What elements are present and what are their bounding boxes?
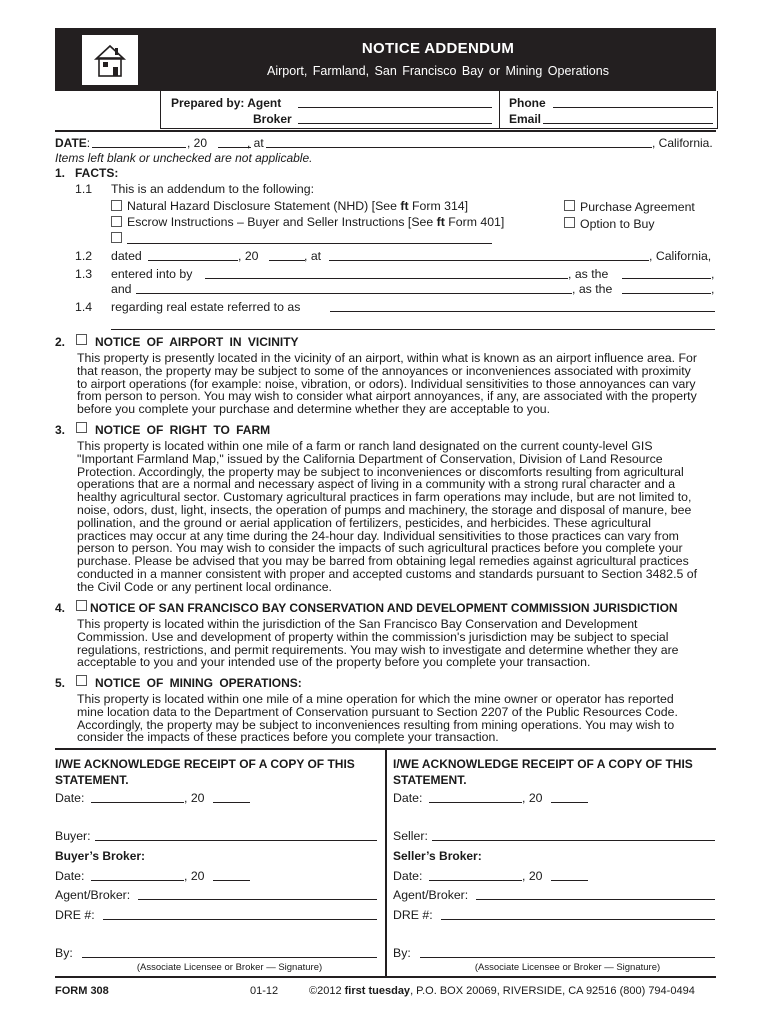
- header-rule: [55, 130, 716, 132]
- facts-heading: FACTS:: [75, 166, 119, 180]
- email-field[interactable]: [543, 123, 713, 124]
- footer-rule: [55, 976, 716, 978]
- ack-seller-label: Seller:: [393, 829, 428, 843]
- s5-checkbox[interactable]: [76, 675, 87, 686]
- s3-checkbox[interactable]: [76, 422, 87, 433]
- s12-num: 1.2: [75, 249, 93, 263]
- email-label: Email: [509, 112, 542, 126]
- s13-role2-field[interactable]: [622, 293, 711, 294]
- escrow-checkbox[interactable]: [111, 216, 122, 227]
- footer-copyright: ©2012 first tuesday, P.O. BOX 20069, RIVERSIDE, CA 92516 (800) 794-0494: [309, 985, 695, 997]
- s13-comma-2: ,: [711, 282, 715, 296]
- ack-right-dre-label: DRE #:: [393, 908, 433, 922]
- s13-party2-field[interactable]: [136, 293, 572, 294]
- facts-num: 1.: [55, 166, 66, 180]
- date-year-label: , 20: [187, 136, 208, 150]
- s12-at: , at: [304, 249, 322, 263]
- ack-seller-broker-heading: Seller’s Broker:: [393, 849, 482, 863]
- date-line-label: DATE:: [55, 136, 91, 150]
- s13-role1-field[interactable]: [622, 278, 711, 279]
- s3-body: This property is located within one mile of a farm or ranch land designated on the current county-level GIS "Important Farmland Map," issued by the California Department of Conservation, Division of Land Resource Protection. Accordingly, the property may be subject to inconveniences or discomforts resulting from agricultural operations that are a normal and necessary aspect of living in a community with a strong rural character and a healthy agricultural sector. Customary agricultural practices in farm operations may include, but are not limited to, noise, odors, dust, light, insects, the operation of pumps and machinery, the storage and disposal of manure, bee pollination, and the ground or aerial application of fertilizers, pesticides, and herbicides. These agricultural practices may occur at any time during the 24-hour day. Individual sensitivities to those practices can vary from person to person. You may wish to consider the impacts of such agricultural practices before you complete your purchase. Please be advised that you may be barred from obtaining legal remedies against agricultural practices conducted in a manner consistent with proper and accepted customs and standards pursuant to Section 3482.5 of the Civil Code or any pertinent local ordinance.: [77, 439, 698, 594]
- s13-party1-field[interactable]: [205, 278, 568, 279]
- ack-right-sig-caption: (Associate Licensee or Broker — Signature): [474, 962, 661, 973]
- ack-left-sig-caption: (Associate Licensee or Broker — Signature): [136, 962, 323, 973]
- s3-heading: NOTICE OF RIGHT TO FARM: [95, 423, 271, 437]
- ack-right-by-label: By:: [393, 946, 411, 960]
- date-state-label: , California.: [652, 136, 713, 150]
- ack-right-year2-field[interactable]: [551, 880, 588, 881]
- ack-seller-field[interactable]: [432, 840, 715, 841]
- s4-heading: NOTICE OF SAN FRANCISCO BAY CONSERVATION AND DEVELOPMENT COMMISSION JURISDICTION: [90, 601, 678, 615]
- date-field[interactable]: [92, 147, 186, 148]
- s12-year-field[interactable]: [269, 260, 305, 261]
- ack-right-20b: , 20: [522, 869, 543, 883]
- option-label: Option to Buy: [580, 217, 655, 231]
- s12-state: , California,: [649, 249, 712, 263]
- page-title: NOTICE ADDENDUM: [361, 40, 515, 57]
- ack-left-heading-1: I/WE ACKNOWLEDGE RECEIPT OF A COPY OF THIS: [55, 757, 355, 771]
- other-checkbox[interactable]: [111, 232, 122, 243]
- blank-note: Items left blank or unchecked are not applicable.: [55, 151, 313, 165]
- purchase-checkbox[interactable]: [564, 200, 575, 211]
- s14-text: regarding real estate referred to as: [111, 300, 301, 314]
- ack-left-date-field[interactable]: [91, 802, 184, 803]
- nhd-checkbox[interactable]: [111, 200, 122, 211]
- ack-buyer-field[interactable]: [95, 840, 377, 841]
- nhd-label: Natural Hazard Disclosure Statement (NHD) [See ft Form 314]: [127, 199, 469, 213]
- s13-as-the-1: , as the: [568, 267, 609, 281]
- s5-body: This property is located within one mile of a mine operation for which the mine owner or operator has reported mine location data to the Department of Conservation pursuant to Section 2207 of the Public Resources Code. Accordingly, the property may be subject to inconveniences resulting from mining operations. You may wish to consider the impacts of these practices before you complete your transaction.: [77, 692, 678, 745]
- s4-body: This property is located within the jurisdiction of the San Francisco Bay Conservation and Development Commission. Use and development of property within the commission's jurisdiction may be subject to special regulations, restrictions, and permit requirements. You may wish to investigate and determine whether they are acceptable to you and your intended use of the property before you complete your transaction.: [77, 617, 679, 670]
- ack-buyer-broker-heading: Buyer’s Broker:: [55, 849, 146, 863]
- phone-field[interactable]: [553, 107, 713, 108]
- ack-left-year2-field[interactable]: [213, 880, 250, 881]
- ack-left-date2-field[interactable]: [91, 880, 184, 881]
- ack-left-20: , 20: [184, 791, 205, 805]
- ack-left-heading-2: STATEMENT.: [55, 773, 129, 787]
- ack-left-20b: , 20: [184, 869, 205, 883]
- s12-date-field[interactable]: [148, 260, 238, 261]
- ack-right-agent-field[interactable]: [476, 899, 715, 900]
- ack-left-year-field[interactable]: [213, 802, 250, 803]
- ack-left-agent-label: Agent/Broker:: [55, 888, 131, 902]
- s4-num: 4.: [55, 601, 66, 615]
- purchase-label: Purchase Agreement: [580, 200, 695, 214]
- header-bar: [55, 28, 716, 91]
- form-number: FORM 308: [55, 985, 109, 997]
- ack-right-year-field[interactable]: [551, 802, 588, 803]
- agent-field[interactable]: [298, 107, 492, 108]
- prepared-broker-label: Broker: [253, 112, 292, 126]
- ack-buyer-label: Buyer:: [55, 829, 91, 843]
- s3-num: 3.: [55, 423, 66, 437]
- escrow-label: Escrow Instructions – Buyer and Seller Instructions [See ft Form 401]: [127, 215, 505, 229]
- ack-left-by-label: By:: [55, 946, 73, 960]
- s12-dated: dated: [111, 249, 142, 263]
- s2-heading: NOTICE OF AIRPORT IN VICINITY: [95, 335, 299, 349]
- s2-body: This property is presently located in the vicinity of an airport, within what is known as an airport influence area. For that reason, the property may be subject to some of the annoyances or inconveniences associated with proximity to airport operations (for example: noise, vibration, or odors). Individual sensitivities to those annoyances can vary from person to person. You may wish to consider what airport annoyances, if any, are associated with the property before you complete your purchase and determine whether they are acceptable to you.: [77, 351, 697, 417]
- s14-num: 1.4: [75, 300, 93, 314]
- ack-left-dre-field[interactable]: [103, 919, 377, 920]
- ack-right-20: , 20: [522, 791, 543, 805]
- ack-right-agent-label: Agent/Broker:: [393, 888, 469, 902]
- ack-right-date2-field[interactable]: [429, 880, 522, 881]
- page-subtitle: Airport, Farmland, San Francisco Bay or Mining Operations: [267, 64, 609, 78]
- s12-20: , 20: [238, 249, 259, 263]
- s2-num: 2.: [55, 335, 66, 349]
- s13-as-the-2: , as the: [572, 282, 613, 296]
- s2-checkbox[interactable]: [76, 334, 87, 345]
- ack-right-date-label: Date:: [393, 791, 423, 805]
- date-at-label: , at: [247, 136, 264, 150]
- ack-right-date2-label: Date:: [393, 869, 423, 883]
- ack-left-dre-label: DRE #:: [55, 908, 95, 922]
- s5-heading: NOTICE OF MINING OPERATIONS:: [95, 676, 302, 690]
- ack-left-date-label: Date:: [55, 791, 85, 805]
- ack-right-heading-2: STATEMENT.: [393, 773, 467, 787]
- ack-right-dre-field[interactable]: [441, 919, 715, 920]
- s5-num: 5.: [55, 676, 66, 690]
- s13-num: 1.3: [75, 267, 93, 281]
- option-checkbox[interactable]: [564, 217, 575, 228]
- date-place-field[interactable]: [266, 147, 652, 148]
- ack-left-signature-field[interactable]: [82, 957, 377, 958]
- other-field[interactable]: [127, 243, 492, 244]
- ack-divider: [385, 750, 387, 976]
- s13-and: and: [111, 282, 132, 296]
- form-version: 01-12: [250, 985, 279, 997]
- s13-text: entered into by: [111, 267, 193, 281]
- broker-field[interactable]: [298, 123, 492, 124]
- ack-right-date-field[interactable]: [429, 802, 522, 803]
- prepared-agent-label: Prepared by: Agent: [171, 96, 282, 110]
- phone-label: Phone: [509, 96, 546, 110]
- s12-place-field[interactable]: [329, 260, 649, 261]
- house-icon: [82, 35, 138, 85]
- ack-right-heading-1: I/WE ACKNOWLEDGE RECEIPT OF A COPY OF THIS: [393, 757, 693, 771]
- s11-text: This is an addendum to the following:: [111, 182, 315, 196]
- prepared-divider: [499, 91, 500, 128]
- s4-checkbox[interactable]: [76, 600, 87, 611]
- ack-left-agent-field[interactable]: [138, 899, 377, 900]
- s13-comma-1: ,: [711, 267, 715, 281]
- s14-field-2[interactable]: [111, 329, 715, 330]
- ack-right-signature-field[interactable]: [420, 957, 715, 958]
- ack-left-date2-label: Date:: [55, 869, 85, 883]
- s14-field-1[interactable]: [330, 311, 715, 312]
- s11-num: 1.1: [75, 182, 93, 196]
